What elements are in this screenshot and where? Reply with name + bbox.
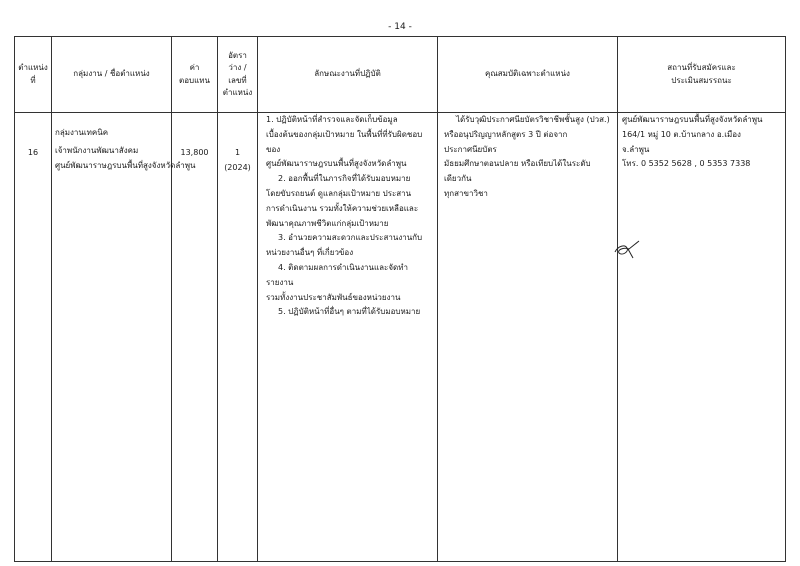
header-group-position: กลุ่มงาน / ชื่อตำแหน่ง xyxy=(52,37,172,113)
page-number: - 14 - xyxy=(388,22,412,32)
header-position-no: ตำแหน่ง ที่ xyxy=(15,37,52,113)
header-qualification: คุณสมบัติเฉพาะตำแหน่ง xyxy=(438,37,618,113)
header-pay: ค่า ตอบแทน xyxy=(172,37,218,113)
position-unit: ศูนย์พัฒนาราษฎรบนพื้นที่สูงจังหวัดลำพูน xyxy=(55,160,196,170)
signature-mark xyxy=(612,236,642,262)
cell-vacancy: 1 (2024) xyxy=(218,113,258,562)
header-place: สถานที่รับสมัครและ ประเมินสมรรถนะ xyxy=(618,37,786,113)
header-duties: ลักษณะงานที่ปฏิบัติ xyxy=(258,37,438,113)
cell-pay: 13,800 xyxy=(172,113,218,562)
table-header-row xyxy=(15,37,786,113)
table-row xyxy=(15,113,786,562)
cell-position-no: 16 xyxy=(15,113,52,562)
position-name: เจ้าพนักงานพัฒนาสังคม xyxy=(55,145,139,155)
duty-2: 2. ออกพื้นที่ในภารกิจที่ได้รับมอบหมาย xyxy=(278,174,411,184)
cell-qualification: ได้รับวุฒิประกาศนียบัตรวิชาชีพชั้นสูง (ปวส.) หรืออนุปริญญาหลักสูตร 3 ปี ต่อจากประกาศนียบัตร มัธยมศึกษาตอนปลาย หรือเทียบได้ในระดับเดียวกัน ทุกสาขาวิชา xyxy=(438,113,618,562)
header-vacancy: อัตรา ว่าง / เลขที่ ตำแหน่ง xyxy=(218,37,258,113)
duty-5: 5. ปฏิบัติหน้าที่อื่นๆ ตามที่ได้รับมอบหมาย xyxy=(278,307,421,317)
cell-place: ศูนย์พัฒนาราษฎรบนพื้นที่สูงจังหวัดลำพูน 164/1 หมู่ 10 ต.บ้านกลาง อ.เมือง จ.ลำพูน โทร. 0 5352 5628 , 0 5353 7338 xyxy=(618,113,786,562)
duty-3: 3. อำนวยความสะดวกและประสานงานกับ xyxy=(278,233,423,243)
duty-4: 4. ติดตามผลการดำเนินงานและจัดทำรายงาน xyxy=(266,262,408,287)
cell-duties: 1. ปฏิบัติหน้าที่สำรวจและจัดเก็บข้อมูล เบื้องต้นของกลุ่มเป้าหมาย ในพื้นที่ที่รับผิดชอบของ ศูนย์พัฒนาราษฎรบนพื้นที่สูงจังหวัดลำพูน 2. ออกพื้นที่ในภารกิจที่ได้รับมอบหมาย โดยขับรถยนต์ ดูแลกลุ่มเป้าหมาย ประสาน การดำเนินงาน รวมทั้งให้ความช่วยเหลือและ พัฒนาคุณภาพชีวิตแก่กลุ่มเป้าหมาย 3. อำนวยความสะดวกและประสานงานกับ หน่วยงานอื่นๆ ที่เกี่ยวข้อง 4. ติดตามผลการดำเนินงานและจัดทำรายงาน รวมทั้งงานประชาสัมพันธ์ของหน่วยงาน 5. ปฏิบัติหน้าที่อื่นๆ ตามที่ได้รับมอบหมาย xyxy=(258,113,438,562)
position-table xyxy=(14,36,786,562)
group-name: กลุ่มงานเทคนิค xyxy=(55,128,109,137)
duty-1: 1. ปฏิบัติหน้าที่สำรวจและจัดเก็บข้อมูล xyxy=(266,115,398,124)
